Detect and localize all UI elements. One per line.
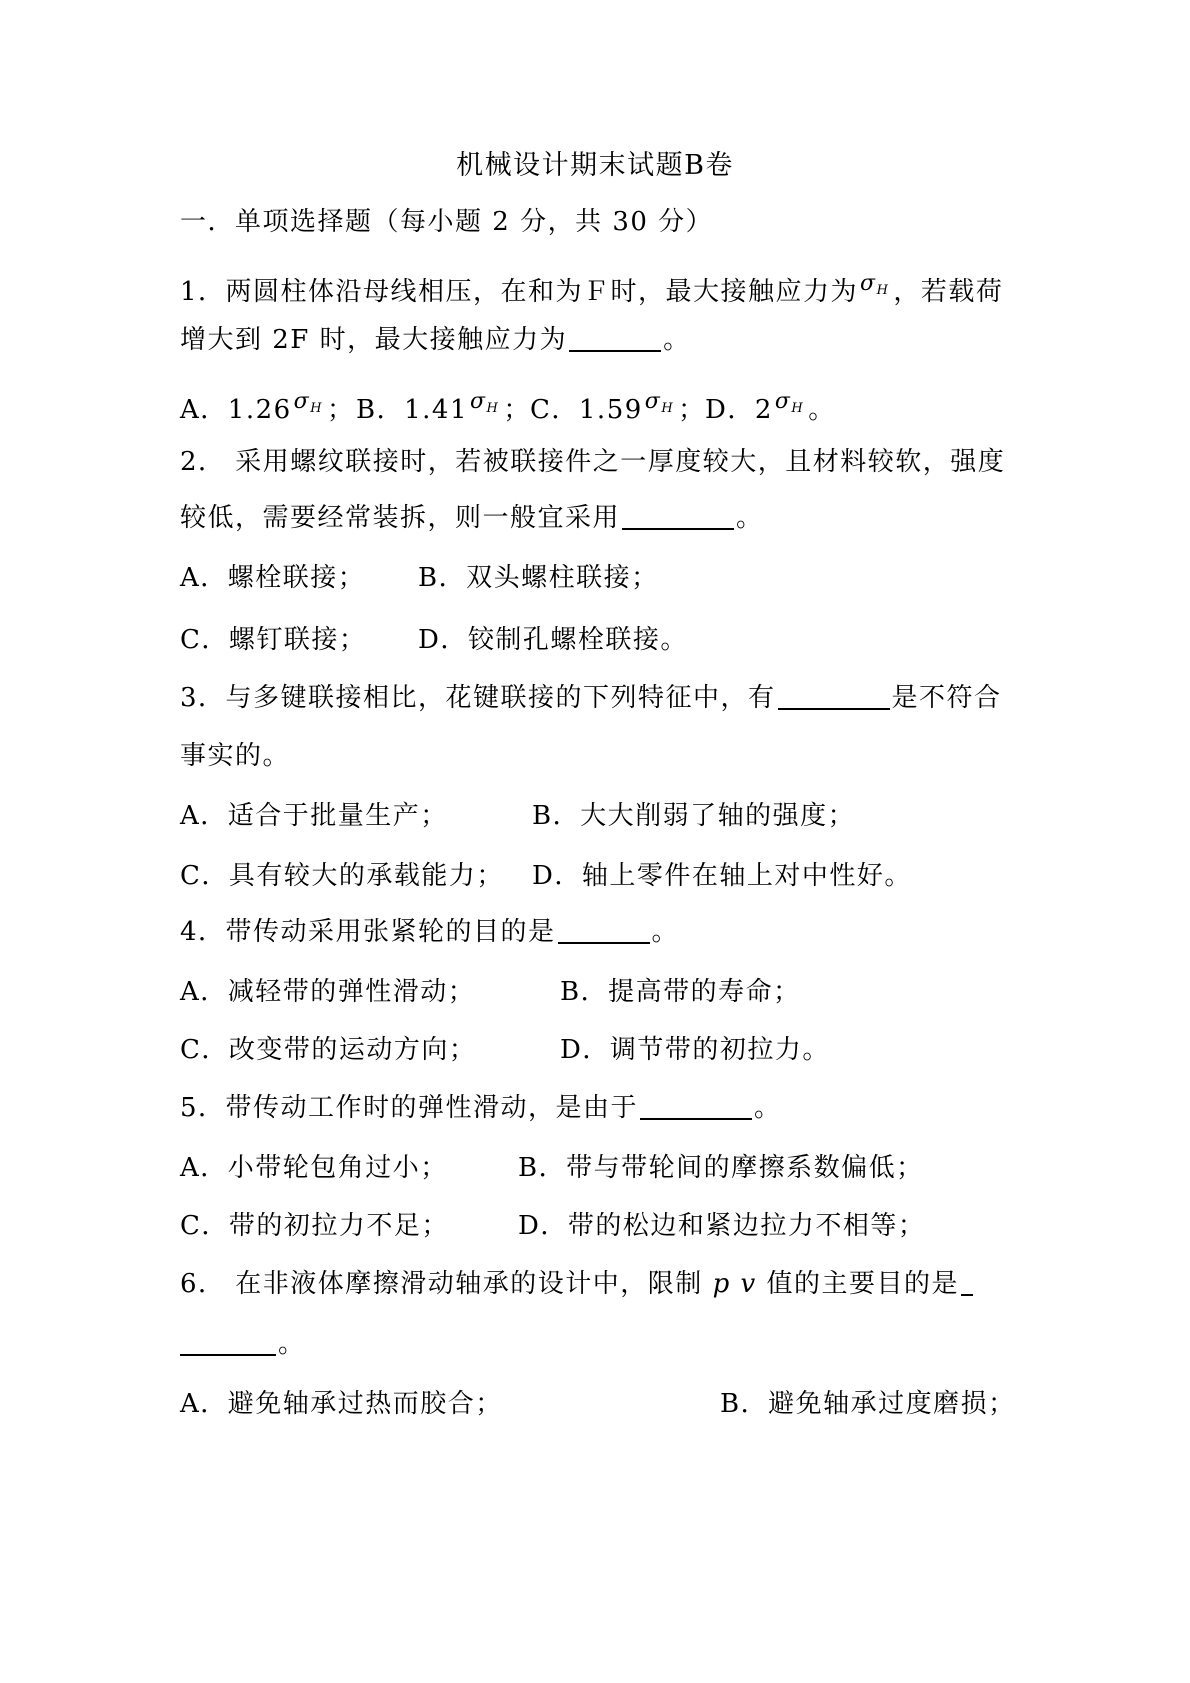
option-4d[interactable]: D．调节带的初拉力。 xyxy=(560,1035,830,1065)
pv-symbol: p v xyxy=(712,1269,757,1299)
exam-title: 机械设计期末试题B卷 xyxy=(456,150,734,181)
option-5c[interactable]: C．带的初拉力不足； xyxy=(180,1211,449,1241)
question-2-line-1: 2． 采用螺纹联接时，若被联接件之一厚度较大，且材料较软，强度 xyxy=(180,447,1006,477)
sigma-h-symbol: σ xyxy=(860,271,877,296)
question-1-line-2: 增大到 2F 时，最大接触应力为 。 xyxy=(180,322,691,358)
answer-blank-4[interactable] xyxy=(558,914,650,944)
question-4-options-ab xyxy=(180,974,801,1010)
option-1b[interactable]: B．$1.41^{\sigma H}$ ； xyxy=(356,389,531,425)
question-6-line-1: 6． 在非液体摩擦滑动轴承的设计中，限制 p v 值的主要目的是 xyxy=(180,1266,975,1302)
option-3d[interactable]: D．轴上零件在轴上对中性好。 xyxy=(532,861,912,891)
answer-blank-1[interactable] xyxy=(569,322,661,352)
question-1-line-1: 1．两圆柱体沿母线相压，在和为Ｆ时，最大接触应力为$^{\sigma H}$ ，若载荷 xyxy=(180,271,1004,307)
answer-blank-2[interactable] xyxy=(622,500,734,530)
option-4c[interactable]: C．改变带的运动方向； xyxy=(180,1035,477,1065)
question-5-stem: 5．带传动工作时的弹性滑动，是由于 。 xyxy=(180,1090,782,1126)
question-5-options-ab xyxy=(180,1150,924,1186)
answer-blank-3[interactable] xyxy=(778,680,890,710)
question-6-options-ab xyxy=(180,1386,1016,1422)
option-5d[interactable]: D．带的松边和紧边拉力不相等； xyxy=(518,1211,926,1241)
option-2a[interactable]: A．螺栓联接； xyxy=(180,563,366,593)
option-2d[interactable]: D．铰制孔螺栓联接。 xyxy=(418,625,688,655)
option-3a[interactable]: A．适合于批量生产； xyxy=(180,801,448,831)
option-1a[interactable]: A．$1.26^{\sigma H}$ ； xyxy=(180,389,355,425)
answer-blank-6[interactable] xyxy=(180,1326,276,1356)
option-3c[interactable]: C．具有较大的承载能力； xyxy=(180,861,504,891)
option-1d[interactable]: D．$2^{\sigma H}$ 。 xyxy=(705,389,836,425)
option-4a[interactable]: A．减轻带的弹性滑动； xyxy=(180,977,476,1007)
question-2-options-cd xyxy=(180,622,688,658)
option-5b[interactable]: B．带与带轮间的摩擦系数偏低； xyxy=(518,1153,924,1183)
question-2-options-ab xyxy=(180,560,659,596)
option-4b[interactable]: B．提高带的寿命； xyxy=(560,977,801,1007)
question-4-options-cd xyxy=(180,1032,830,1068)
question-2-line-2: 较低，需要经常装拆，则一般宜采用 。 xyxy=(180,500,764,536)
option-6b[interactable]: B．避免轴承过度磨损； xyxy=(720,1389,1016,1419)
option-6a[interactable]: A．避免轴承过热而胶合； xyxy=(180,1389,503,1419)
question-4-stem: 4．带传动采用张紧轮的目的是 。 xyxy=(180,914,679,950)
option-2c[interactable]: C．螺钉联接； xyxy=(180,625,367,655)
section-heading: 一．单项选择题（每小题 2 分，共 30 分） xyxy=(180,207,714,237)
question-3-options-cd xyxy=(180,858,912,894)
question-3-options-ab xyxy=(180,798,856,834)
option-3b[interactable]: B．大大削弱了轴的强度； xyxy=(532,801,856,831)
question-1-options xyxy=(180,384,836,428)
question-6-line-2: 。 xyxy=(180,1326,306,1362)
question-3-line-1: 3．与多键联接相比，花键联接的下列特征中，有 是不符合 xyxy=(180,680,1002,716)
question-5-options-cd xyxy=(180,1208,926,1244)
option-1c[interactable]: C．$1.59^{\sigma H}$ ； xyxy=(530,389,706,425)
answer-blank-5[interactable] xyxy=(640,1090,752,1120)
question-3-line-2: 事实的。 xyxy=(180,741,291,771)
option-5a[interactable]: A．小带轮包角过小； xyxy=(180,1153,448,1183)
option-2b[interactable]: B．双头螺柱联接； xyxy=(418,563,659,593)
